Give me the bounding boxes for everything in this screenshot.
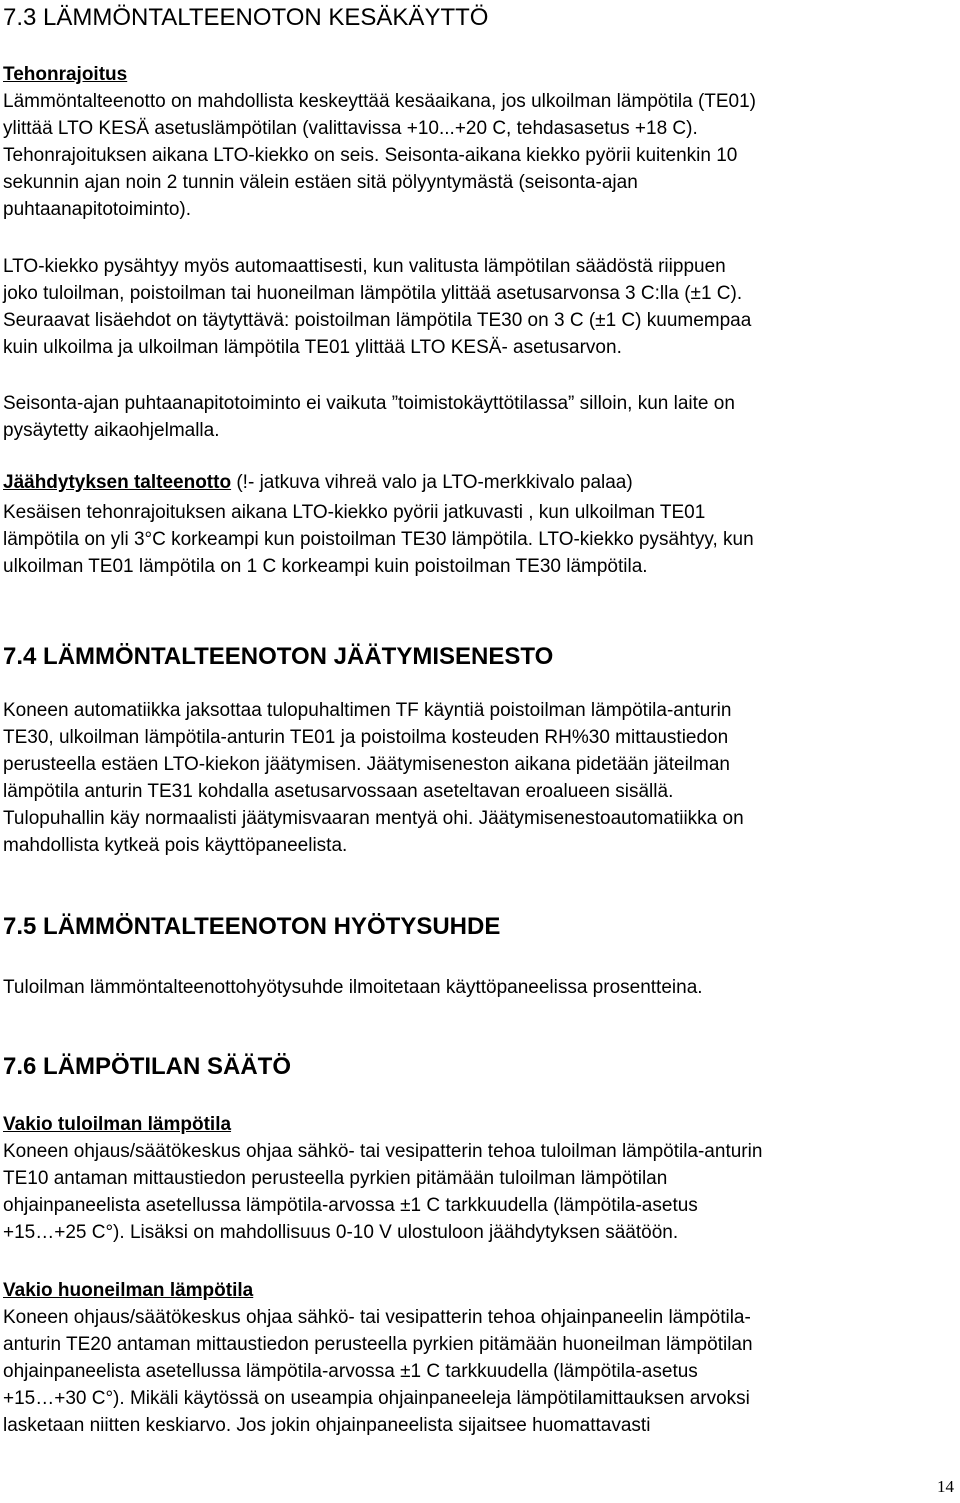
text-line: perusteella estäen LTO-kiekon jäätymisen. Jäätymiseneston aikana pidetään jäteilman <box>3 754 730 775</box>
text-line: ulkoilman TE01 lämpötila on 1 C korkeampi kuin poistoilman TE30 lämpötila. <box>3 556 648 577</box>
section-heading-7-4: 7.4 LÄMMÖNTALTEENOTON JÄÄTYMISENESTO <box>3 643 554 670</box>
text-line: puhtaanapitotoiminto). <box>3 199 192 220</box>
text-line: +15…+30 C°). Mikäli käytössä on useampia ohjainpaneeleja lämpötilamittauksen arvoksi <box>3 1388 750 1409</box>
text-line: TE10 antaman mittaustiedon perusteella pyrkien pitämään tuloilman lämpötilan <box>3 1168 668 1189</box>
text-line: ylittää LTO KESÄ asetuslämpötilan (valittavissa +10...+20 C, tehdasasetus +18 C). <box>3 118 698 139</box>
text-line: mahdollista kytkeä pois käyttöpaneelista. <box>3 835 348 856</box>
section-heading-7-3: 7.3 LÄMMÖNTALTEENOTON KESÄKÄYTTÖ <box>3 4 489 31</box>
paragraph-tehonrajoitus <box>3 88 953 223</box>
subheading-vakio-tuloilma: Vakio tuloilman lämpötila <box>3 1114 232 1135</box>
paragraph-vakio-tuloilma <box>3 1138 953 1246</box>
jaahdytys-title-line <box>3 469 953 496</box>
paragraph-vakio-huoneilma <box>3 1304 953 1439</box>
text-line: Kesäisen tehonrajoituksen aikana LTO-kiekko pyörii jatkuvasti , kun ulkoilman TE01 <box>3 502 706 523</box>
text-line: ohjainpaneelista asetellussa lämpötila-arvossa ±1 C tarkkuudella (lämpötila-asetus <box>3 1195 698 1216</box>
subheading-jaahdytys: Jäähdytyksen talteenotto <box>3 472 232 493</box>
paragraph-jaatymisenesto <box>3 697 953 859</box>
text-line: Tehonrajoituksen aikana LTO-kiekko on seis. Seisonta-aikana kiekko pyörii kuitenkin 10 <box>3 145 738 166</box>
paragraph-jaahdytys <box>3 469 953 580</box>
text-line: Koneen ohjaus/säätökeskus ohjaa sähkö- tai vesipatterin tehoa tuloilman lämpötila-anturin <box>3 1141 763 1162</box>
text-line: TE30, ulkoilman lämpötila-anturin TE01 ja poistoilma kosteuden RH%30 mittaustiedon <box>3 727 729 748</box>
subheading-tehonrajoitus: Tehonrajoitus <box>3 64 128 85</box>
text-line: Seuraavat lisäehdot on täytyttävä: poistoilman lämpötila TE30 on 3 C (±1 C) kuumempaa <box>3 310 752 331</box>
text-line: +15…+25 C°). Lisäksi on mahdollisuus 0-10 V ulostuloon jäähdytyksen säätöön. <box>3 1222 679 1243</box>
text-line: Tulopuhallin käy normaalisti jäätymisvaaran mentyä ohi. Jäätymisenestoautomatiikka on <box>3 808 744 829</box>
text-line: sekunnin ajan noin 2 tunnin välein estäen sitä pölyyntymästä (seisonta-ajan <box>3 172 638 193</box>
subheading-vakio-huoneilma: Vakio huoneilman lämpötila <box>3 1280 254 1301</box>
text-line: ohjainpaneelista asetellussa lämpötila-arvossa ±1 C tarkkuudella (lämpötila-asetus <box>3 1361 698 1382</box>
section-heading-7-5: 7.5 LÄMMÖNTALTEENOTON HYÖTYSUHDE <box>3 913 501 940</box>
page-number: 14 <box>937 1477 954 1496</box>
text-line: joko tuloilman, poistoilman tai huoneilman lämpötila ylittää asetusarvonsa 3 C:lla (±1 C). <box>3 283 743 304</box>
text-line: Koneen ohjaus/säätökeskus ohjaa sähkö- tai vesipatterin tehoa ohjainpaneelin lämpötila- <box>3 1307 751 1328</box>
text-line: pysäytetty aikaohjelmalla. <box>3 420 220 441</box>
text-line: LTO-kiekko pysähtyy myös automaattisesti, kun valitusta lämpötilan säädöstä riippuen <box>3 256 726 277</box>
text-line: Lämmöntalteenotto on mahdollista keskeyttää kesäaikana, jos ulkoilman lämpötila (TE01) <box>3 91 757 112</box>
text-line: lämpötila anturin TE31 kohdalla asetusarvossaan aseteltavan eroalueen sisällä. <box>3 781 674 802</box>
text-line: Koneen automatiikka jaksottaa tulopuhaltimen TF käyntiä poistoilman lämpötila-anturin <box>3 700 732 721</box>
section-heading-7-6: 7.6 LÄMPÖTILAN SÄÄTÖ <box>3 1053 292 1080</box>
paragraph-seisonta <box>3 390 953 444</box>
text-line: Tuloilman lämmöntalteenottohyötysuhde ilmoitetaan käyttöpaneelissa prosentteina. <box>3 977 703 998</box>
text-line: kuin ulkoilma ja ulkoilman lämpötila TE01 ylittää LTO KESÄ- asetusarvon. <box>3 337 622 358</box>
text-line: lasketaan niitten keskiarvo. Jos jokin ohjainpaneelista sijaitsee huomattavasti <box>3 1415 651 1436</box>
text-line: Seisonta-ajan puhtaanapitotoiminto ei vaikuta ”toimistokäyttötilassa” silloin, kun laite on <box>3 393 735 414</box>
text-line: anturin TE20 antaman mittaustiedon perusteella pyrkien pitämään huoneilman lämpötilan <box>3 1334 753 1355</box>
paragraph-hyotysuhde <box>3 974 953 1001</box>
subheading-jaahdytys-note: (!- jatkuva vihreä valo ja LTO-merkkivalo palaa) <box>231 472 633 493</box>
text-line: lämpötila on yli 3°C korkeampi kun poistoilman TE30 lämpötila. LTO-kiekko pysähtyy, kun <box>3 529 754 550</box>
paragraph-lto-stop <box>3 253 953 361</box>
